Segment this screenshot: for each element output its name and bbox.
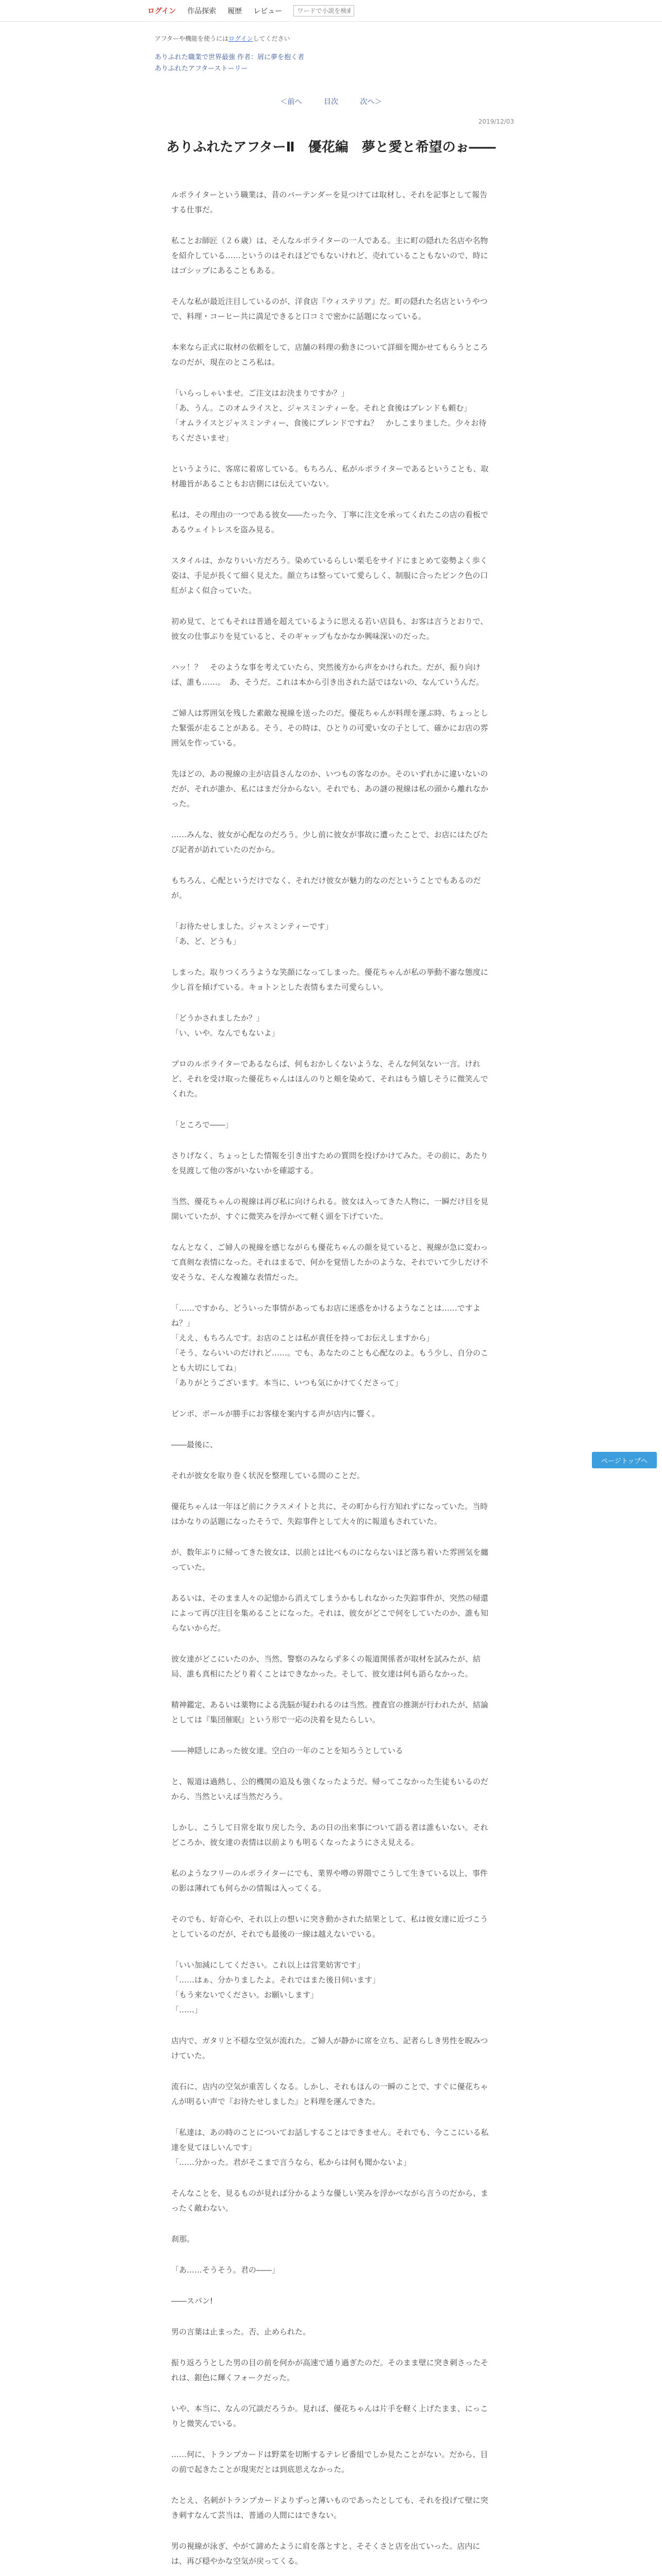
- novel-paragraph: 私のようなフリーのルポライターにでも、業界や噂の界隈でこうして生きている以上、事件の影は薄れても何らかの情報は入ってくる。: [171, 1869, 488, 1893]
- novel-paragraph: ……何に、トランプカードは野菜を切断するテレビ番組でしか見たことがない。だから、目の前で起きたことが現実だとは到底思えなかった。: [171, 2450, 488, 2474]
- novel-paragraph: 精神鑑定、あるいは薬物による洗脳が疑われるのは当然。捜査官の推測が行われたが、結論としては『集団催眠』という形で一応の決着を見たらしい。: [171, 1700, 489, 1724]
- novel-paragraph: 初め見て、とてもそれは普通を超えているように思える若い店員も、お客は言うとおりで、彼女の仕事ぶりを見ていると、そのギャップもなかなか興味深いのだった。: [171, 617, 488, 641]
- novel-body: [171, 188, 491, 2576]
- novel-paragraph: しまった。取りつくろうような笑顔になってしまった。優花ちゃんが私の挙動不審な態度に少し首を傾げている。キョトンとした表情もまた可愛らしい。: [171, 968, 489, 992]
- breadcrumb: [155, 52, 662, 75]
- novel-paragraph: 「どうかされましたか？」 「い、いや。なんでもないよ」: [171, 1013, 279, 1038]
- toc-link[interactable]: 目次: [324, 98, 338, 106]
- chapter-pager: [0, 96, 662, 107]
- series-link[interactable]: ありふれた職業で世界最強: [155, 54, 236, 61]
- novel-paragraph: ご婦人は雰囲気を残した素敵な視線を送ったのだ。優花ちゃんが料理を運ぶ時、ちょっとした緊張が走ることがある。そう、その時は、ひとりの可愛い女の子として、確かにお店の雰囲気を作っている。: [171, 708, 489, 748]
- novel-paragraph: 彼女達がどこにいたのか、当然、警察のみならず多くの報道関係者が取材を試みたが、結局、誰も真相にたどり着くことはできなかった。そして、彼女達は何も語らなかった。: [171, 1654, 481, 1679]
- novel-paragraph: 店内で、ガタリと不穏な空気が流れた。ご婦人が静かに席を立ち、記者らしき男性を睨みつけていた。: [171, 2036, 488, 2060]
- novel-paragraph: あるいは、そのまま人々の記憶から消えてしまうかもしれなかった失踪事件が、突然の帰還によって再び注目を集めることになった。それは、彼女がどこで何をしていたのか、誰も知らないからだ。: [171, 1594, 489, 1633]
- novel-paragraph: 「あ……そうそう。君の――」: [171, 2265, 280, 2275]
- search-input[interactable]: [293, 5, 354, 16]
- novel-paragraph: 振り返ろうとした男の目の前を何かが高速で通り過ぎたのだ。そのまま壁に突き刺さったそれは、銀色に輝くフォークだった。: [171, 2358, 489, 2382]
- novel-paragraph: 男の視線が泳ぎ、やがて諦めたように肩を落とすと、そそくさと店を出ていった。店内には、再び穏やかな空気が戻ってくる。: [171, 2541, 481, 2566]
- author-link[interactable]: 屑に夢を抱く者: [257, 54, 305, 61]
- novel-paragraph: 「ところで――」: [171, 1120, 233, 1129]
- novel-paragraph: 当然、優花ちゃんの視線は再び私に向けられる。彼女は入ってきた人物に、一瞬だけ目を見開いていたが、すぐに微笑みを浮かべて軽く頭を下げていた。: [171, 1197, 489, 1221]
- novel-paragraph: 先ほどの、あの視線の主が店員さんなのか、いつもの客なのか。そのいずれかに違いないのだが、それが誰か、私にはまだ分からない。それでも、あの謎の視線は私の頭から離れなかった。: [171, 769, 489, 808]
- nav-history[interactable]: 履歴: [227, 7, 242, 15]
- login-link[interactable]: ログイン: [147, 7, 176, 15]
- novel-paragraph: そんなことを、見るものが見れば分かるような優しい笑みを浮かべながら言うのだから、まったく敵わない。: [171, 2189, 489, 2213]
- sub-series-link[interactable]: ありふれたアフターストーリー: [155, 65, 248, 73]
- prev-chapter-link[interactable]: ＜前へ: [280, 98, 302, 106]
- novel-paragraph: そのでも、好奇心や、それ以上の想いに突き動かされた結果として、私は彼女達に近づこうとしているのだが、それでも最後の一線は越えないでいる。: [171, 1914, 488, 1939]
- notice-prefix: アフターや機能を使うには: [155, 35, 229, 42]
- novel-paragraph: と、報道は過熱し、公的機関の追及も強くなったようだ。帰ってこなかった生徒もいるのだから、当然といえば当然だろう。: [171, 1777, 489, 1801]
- post-date: 2019/12/03: [478, 118, 514, 125]
- novel-paragraph: ――最後に、: [171, 1440, 218, 1449]
- novel-paragraph: 私ことお師匠（２６歳）は、そんなルポライターの一人である。主に町の隠れた名店や名物を紹介している……というのはそれほどでもないけれど、売れていることもないので、時にはゴシップにあることもある。: [171, 236, 488, 275]
- novel-paragraph: なんとなく、ご婦人の視線を感じながらも優花ちゃんの顔を見ていると、視線が急に変わって真剣な表情になった。それはまるで、何かを覚悟したかのような、それでいて少しだけ不安そうな、そんな複雑な表情だった。: [171, 1243, 488, 1282]
- novel-paragraph: プロのルポライターであるならば、何もおかしくないような、そんな何気ない一言。けれど、それを受け取った優花ちゃんはほんのりと頬を染めて、それはもう嬉しそうに微笑んでくれた。: [171, 1059, 488, 1098]
- page-top-button[interactable]: ページトップへ: [592, 1452, 657, 1468]
- novel-paragraph: もちろん、心配というだけでなく、それだけ彼女が魅力的なのだということでもあるのだが。: [171, 876, 481, 900]
- nav-review[interactable]: レビュー: [253, 7, 283, 15]
- novel-paragraph: ピンポ、ボールが勝手にお客様を案内する声が店内に響く。: [171, 1409, 380, 1418]
- novel-paragraph: さりげなく、ちょっとした情報を引き出すための質問を投げかけてみた。その前に、あたりを見渡して他の客がいないかを確認する。: [171, 1151, 488, 1175]
- novel-paragraph: ――神隠しにあった彼女達。空白の一年のことを知ろうとしている: [171, 1746, 403, 1755]
- novel-paragraph: 男の言葉は止まった。否、止められた。: [171, 2327, 311, 2336]
- novel-paragraph: スタイルは、かなりいい方だろう。染めているらしい栗毛をサイドにまとめて姿勢よく歩く姿は、手足が長くて細く見えた。顔立ちは整っていて愛らしく、制服に合ったピンク色の口紅がよく似合っていた。: [171, 556, 488, 595]
- novel-paragraph: 「……ですから、どういった事情があってもお店に迷惑をかけるようなことは……ですよね？」 「ええ、もちろんです。お店のことは私が責任を持ってお伝えしますから」 「そう、ならいいのだけれど……。でも、あなたのことも心配なのよ。もう少し、自分のことも大切にしてね」 「ありがとうございます。本当に、いつも気にかけてくださって」: [171, 1303, 489, 1387]
- novel-paragraph: ハッ！？ そのような事を考えていたら、突然後方から声をかけられた。だが、振り向けば、誰も……。 あ、そうだ。これは本から引き出された話ではないの、なんていうんだ。: [171, 663, 484, 687]
- author-label: 作者：: [237, 54, 258, 61]
- novel-paragraph: それが彼女を取り巻く状況を整理している間のことだ。: [171, 1471, 365, 1480]
- notice-suffix: してください: [253, 35, 290, 42]
- novel-paragraph: ――スパン!: [171, 2296, 213, 2306]
- novel-paragraph: たとえ、名刺がトランプカードよりずっと薄いものであったとしても、それを投げて壁に突き刺すなんて芸当は、普通の人間にはできない。: [171, 2496, 488, 2520]
- next-chapter-link[interactable]: 次へ＞: [360, 98, 382, 106]
- notice-login-link[interactable]: ログイン: [228, 35, 253, 42]
- novel-paragraph: 「いい加減にしてください。これ以上は営業妨害です」 「……はぁ、分かりましたよ。それではまた後日伺います」 「もう来ないでください。お願いします」 「……」: [171, 1960, 380, 2014]
- novel-paragraph: が、数年ぶりに帰ってきた彼女は、以前とは比べものにならないほど落ち着いた雰囲気を纏っていた。: [171, 1548, 489, 1572]
- novel-paragraph: というように、客席に着席している。もちろん、私がルポライターであるということも、取材趣旨があることもお店側には伝えていない。: [171, 464, 489, 488]
- novel-paragraph: 本来なら正式に取材の依頼をして、店舗の料理の動きについて詳細を聞かせてもらうところなのだが、現在のところ私は。: [171, 343, 488, 367]
- novel-paragraph: 流石に、店内の空気が重苦しくなる。しかし、それもほんの一瞬のことで、すぐに優花ちゃんが明るい声で『お待たせしました』と料理を運んできた。: [171, 2082, 488, 2106]
- login-notice: [155, 34, 662, 43]
- novel-paragraph: 「お待たせしました。ジャスミンティーです」 「あ、ど、どうも」: [171, 922, 333, 946]
- novel-paragraph: 「私達は、あの時のことについてお話しすることはできません。それでも、今ここにいる私達を見てほしいんです」 「……分かった。君がそこまで言うなら、私からは何も聞かないよ」: [171, 2128, 489, 2167]
- novel-paragraph: 「いらっしゃいませ。ご注文はお決まりですか？」 「あ、うん。このオムライスと、ジャスミンティーを。それと食後はブレンドも頼む」 「オムライスとジャスミンティー、食後にブレンドですね？ かしこまりました。少々お待ちくださいませ」: [171, 388, 487, 443]
- chapter-title: ありふれたアフターⅡ 優花編 夢と愛と希望のぉ――: [166, 140, 496, 155]
- novel-paragraph: 私は、その理由の一つである彼女――たった今、丁寧に注文を承ってくれたこの店の看板であるウェイトレスを盗み見る。: [171, 510, 489, 534]
- novel-paragraph: 刹那。: [171, 2234, 195, 2244]
- novel-paragraph: そんな私が最近注目しているのが、洋食店『ウィステリア』だ。町の隠れた名店というやつで、料理・コーヒー共に満足できると口コミで密かに話題になっている。: [171, 297, 488, 321]
- novel-paragraph: いや、本当に、なんの冗談だろうか。見れば、優花ちゃんは片手を軽く上げたまま、にっこりと微笑んでいる。: [171, 2404, 488, 2428]
- novel-paragraph: しかし、こうして日常を取り戻した今、あの日の出来事について語る者は誰もいない。それどころか、彼女達の表情は以前よりも明るくなったようにさえ見える。: [171, 1823, 488, 1847]
- novel-paragraph: 優花ちゃんは一年ほど前にクラスメイトと共に、その町から行方知れずになっていた。当時はかなりの話題になったそうで、失踪事件として大々的に報道もされていた。: [171, 1502, 488, 1526]
- nav-explore[interactable]: 作品探索: [187, 7, 217, 15]
- top-nav-bar: [0, 0, 662, 22]
- novel-paragraph: ルポライターという職業は、昔のバーテンダーを見つけては取材し、それを記事として報告する仕事だ。: [171, 190, 488, 214]
- novel-paragraph: ……みんな、彼女が心配なのだろう。少し前に彼女が事故に遭ったことで、お店にはたびたび記者が訪れていたのだから。: [171, 830, 488, 854]
